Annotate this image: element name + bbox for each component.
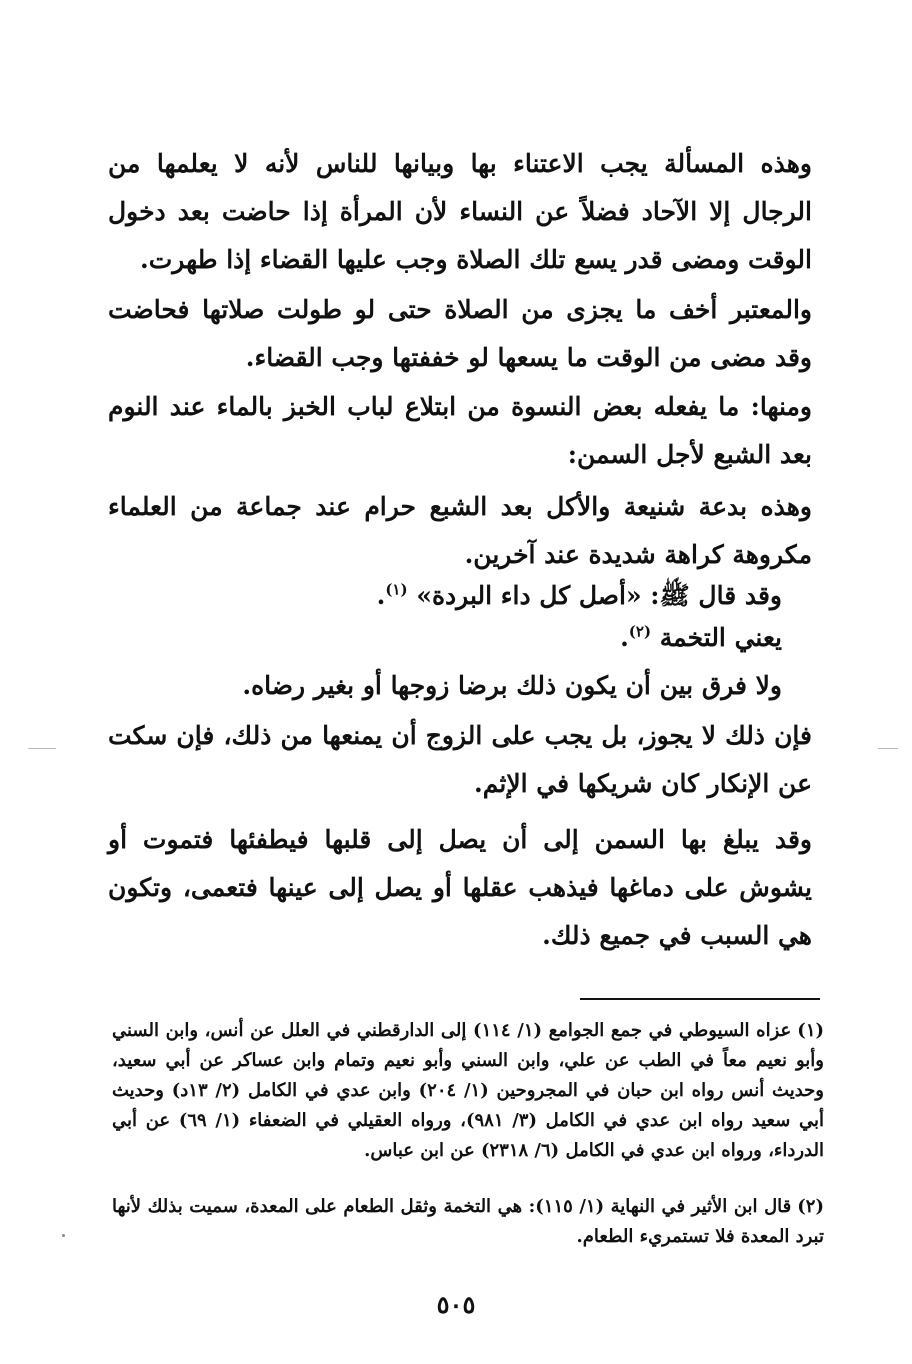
paragraph-8: فإن ذلك لا يجوز، بل يجب على الزوج أن يمنعها من ذلك، فإن سكت عن الإنكار كان شريكها في الإثم.: [108, 721, 812, 798]
paragraph-2: والمعتبر أخف ما يجزى من الصلاة حتى لو طولت صلاتها فحاضت وقد مضى من الوقت ما يسعها لو خففتها وجب القضاء.: [108, 295, 812, 372]
page-number: ٥٠٥: [436, 1290, 476, 1319]
paragraph-6: [108, 614, 782, 662]
paragraph-3-text: ما يفعله بعض النسوة من ابتلاع لباب الخبز بالماء عند النوم بعد الشبع لأجل السمن:: [108, 392, 812, 469]
lead-word: ومنها:: [750, 392, 812, 421]
paragraph-9: وقد يبلغ بها السمن إلى أن يصل إلى قلبها فيطفئها فتموت أو يشوش على دماغها فيذهب عقلها أو يصل إلى عينها فتعمى، وتكون هي السبب في جميع ذلك.: [108, 825, 812, 950]
sentence-end-2: .: [620, 623, 629, 652]
hadith-text: وقد قال ﷺ: «أصل كل داء البردة»: [416, 581, 782, 610]
footnote-marker-2: (٢): [628, 622, 652, 641]
footnote-2-text: قال ابن الأثير في النهاية (١/ ١١٥): هي التخمة وثقل الطعام على المعدة، سميت بذلك لأنها تبرد المعدة فلا تستمريء الطعام.: [112, 1196, 824, 1247]
footnote-2-number: (٢): [797, 1196, 824, 1217]
tukhma-text: يعني التخمة: [659, 623, 782, 652]
paragraph-5: [108, 572, 782, 620]
paragraph-3: [108, 383, 812, 479]
paragraph-4: وهذه بدعة شنيعة والأكل بعد الشبع حرام عند جماعة من العلماء مكروهة كراهة شديدة عند آخرين.: [108, 492, 812, 569]
footnote-2: [112, 1192, 824, 1252]
footnote-divider: [580, 998, 820, 1000]
paragraph-7: ولا فرق بين أن يكون ذلك برضا زوجها أو بغير رضاه.: [242, 671, 782, 700]
sentence-end: .: [376, 581, 386, 610]
scan-mark: [28, 748, 56, 749]
scan-speck: [62, 1234, 65, 1237]
footnote-marker-1: (١): [385, 580, 408, 599]
footnote-1: [112, 1016, 824, 1166]
footnote-1-number: (١): [797, 1020, 825, 1041]
scan-mark: [878, 748, 898, 749]
footnote-1-text: عزاه السيوطي في جمع الجوامع (١/ ١١٤) إلى الدارقطني في العلل عن أنس، وابن السني وأبو نعيم معاً في الطب عن علي، وابن السني وأبو نعيم وتمام وابن عساكر عن أبي سعيد، وحديث أنس رواه ابن حبان في المجروحين (١/ ٢٠٤) وابن عدي في الكامل (٢/ ١٣د) وحديث أبي سعيد رواه ابن عدي في الكامل (٣/ ٩٨١)، ورواه العقيلي في الضعفاء (١/ ٦٩) عن أبي الدرداء، ورواه ابن عدي في الكامل (٦/ ٢٣١٨) عن ابن عباس.: [112, 1020, 825, 1161]
paragraph-1: وهذه المسألة يجب الاعتناء بها وبيانها للناس لأنه لا يعلمها من الرجال إلا الآحاد فضلاً عن النساء لأن المرأة إذا حاضت بعد دخول الوقت ومضى قدر يسع تلك الصلاة وجب عليها القضاء إذا طهرت.: [108, 149, 812, 274]
